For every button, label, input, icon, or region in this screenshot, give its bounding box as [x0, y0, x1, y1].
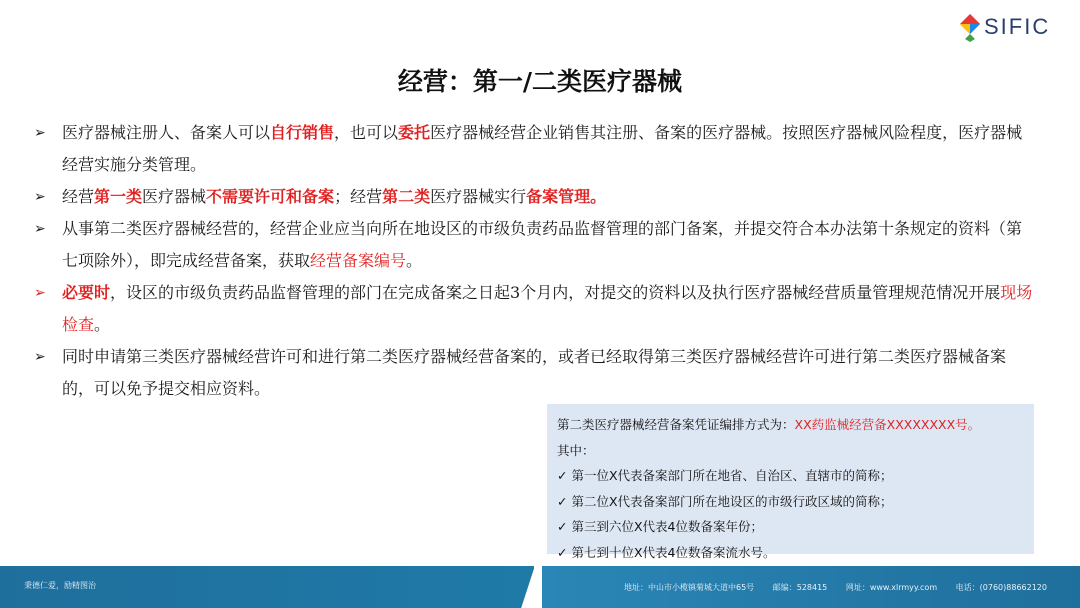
arrow-bullet-icon: ➢ [34, 349, 46, 365]
highlight-text: 第二类 [382, 187, 431, 206]
bullet-item: ➢ 同时申请第三类医疗器械经营许可和进行第二类医疗器械经营备案的，或者已经取得第三类医疗器械经营许可进行第二类医疗器械备案的，可以免予提交相应资料。 [34, 341, 1034, 405]
bullet-item: ➢ 从事第二类医疗器械经营的，经营企业应当向所在地设区的市级负责药品监督管理的部门备案，并提交符合本办法第十条规定的资料（第七项除外），即完成经营备案，获取经营备案编号。 [34, 213, 1034, 277]
bullet-item: ➢ 医疗器械注册人、备案人可以自行销售，也可以委托医疗器械经营企业销售其注册、备案的医疗器械。按照医疗器械风险程度，医疗器械经营实施分类管理。 [34, 117, 1034, 181]
bullet-list [34, 117, 1034, 405]
highlight-text: 委托 [398, 123, 431, 142]
bullet-item: ➢ 经营第一类医疗器械不需要许可和备案；经营第二类医疗器械实行备案管理。 [34, 181, 1034, 213]
check-icon: ✓ [557, 468, 568, 483]
record-number-info-box [547, 404, 1034, 560]
bullet-item: ➢ 必要时，设区的市级负责药品监督管理的部门在完成备案之日起3个月内，对提交的资料以及执行医疗器械经营质量管理规范情况开展现场检查。 [34, 277, 1034, 341]
logo-text: SIFIC [984, 14, 1051, 39]
footer-address: 地址：中山市小榄镇菊城大道中65号 [624, 583, 755, 592]
info-box-subheading: 其中： [557, 442, 595, 458]
arrow-bullet-icon: ➢ [34, 189, 46, 205]
page-title: 经营：第一/二类医疗器械 [397, 67, 683, 96]
footer-phone: 电话：(0760)88662120 [955, 583, 1047, 592]
check-icon: ✓ [557, 519, 568, 534]
footer-website: 网址：www.xlrmyy.com [845, 583, 938, 592]
highlight-text: 第一类 [94, 187, 143, 206]
highlight-text: 自行销售 [270, 123, 335, 142]
info-box-heading: 第二类医疗器械经营备案凭证编排方式为：XX药监械经营备XXXXXXXX号。 [557, 417, 981, 432]
footer-bar [0, 566, 1080, 608]
highlight-text: 不需要许可和备案 [206, 187, 335, 206]
info-box-item: ✓ 第三到六位X代表4位数备案年份； [557, 519, 764, 534]
highlight-text: 必要时 [62, 283, 111, 302]
info-box-item: ✓ 第一位X代表备案部门所在地省、自治区、直辖市的简称； [557, 468, 893, 483]
footer-contact [624, 582, 1063, 593]
highlight-text: 现场检查 [62, 283, 1033, 334]
footer-right [542, 566, 1080, 608]
record-number-format: XX药监械经营备XXXXXXXX号。 [794, 417, 981, 432]
footer-slogan: 秉德仁爱，励精图治 [24, 581, 96, 590]
highlight-text: 经营备案编号 [310, 251, 407, 270]
check-icon: ✓ [557, 493, 568, 509]
info-box-item: ✓ 第七到十位X代表4位数备案流水号。 [557, 544, 776, 560]
sific-logo-icon [958, 12, 982, 42]
check-icon: ✓ [557, 544, 568, 560]
info-box-item: ✓ 第二位X代表备案部门所在地设区的市级行政区域的简称； [557, 493, 893, 509]
arrow-bullet-icon: ➢ [34, 125, 46, 141]
sific-logo [958, 8, 1068, 44]
footer-left [0, 566, 534, 608]
arrow-bullet-icon: ➢ [34, 285, 46, 301]
arrow-bullet-icon: ➢ [34, 221, 46, 237]
highlight-text: 备案管理。 [526, 187, 607, 206]
footer-postcode: 邮编：528415 [772, 583, 828, 592]
